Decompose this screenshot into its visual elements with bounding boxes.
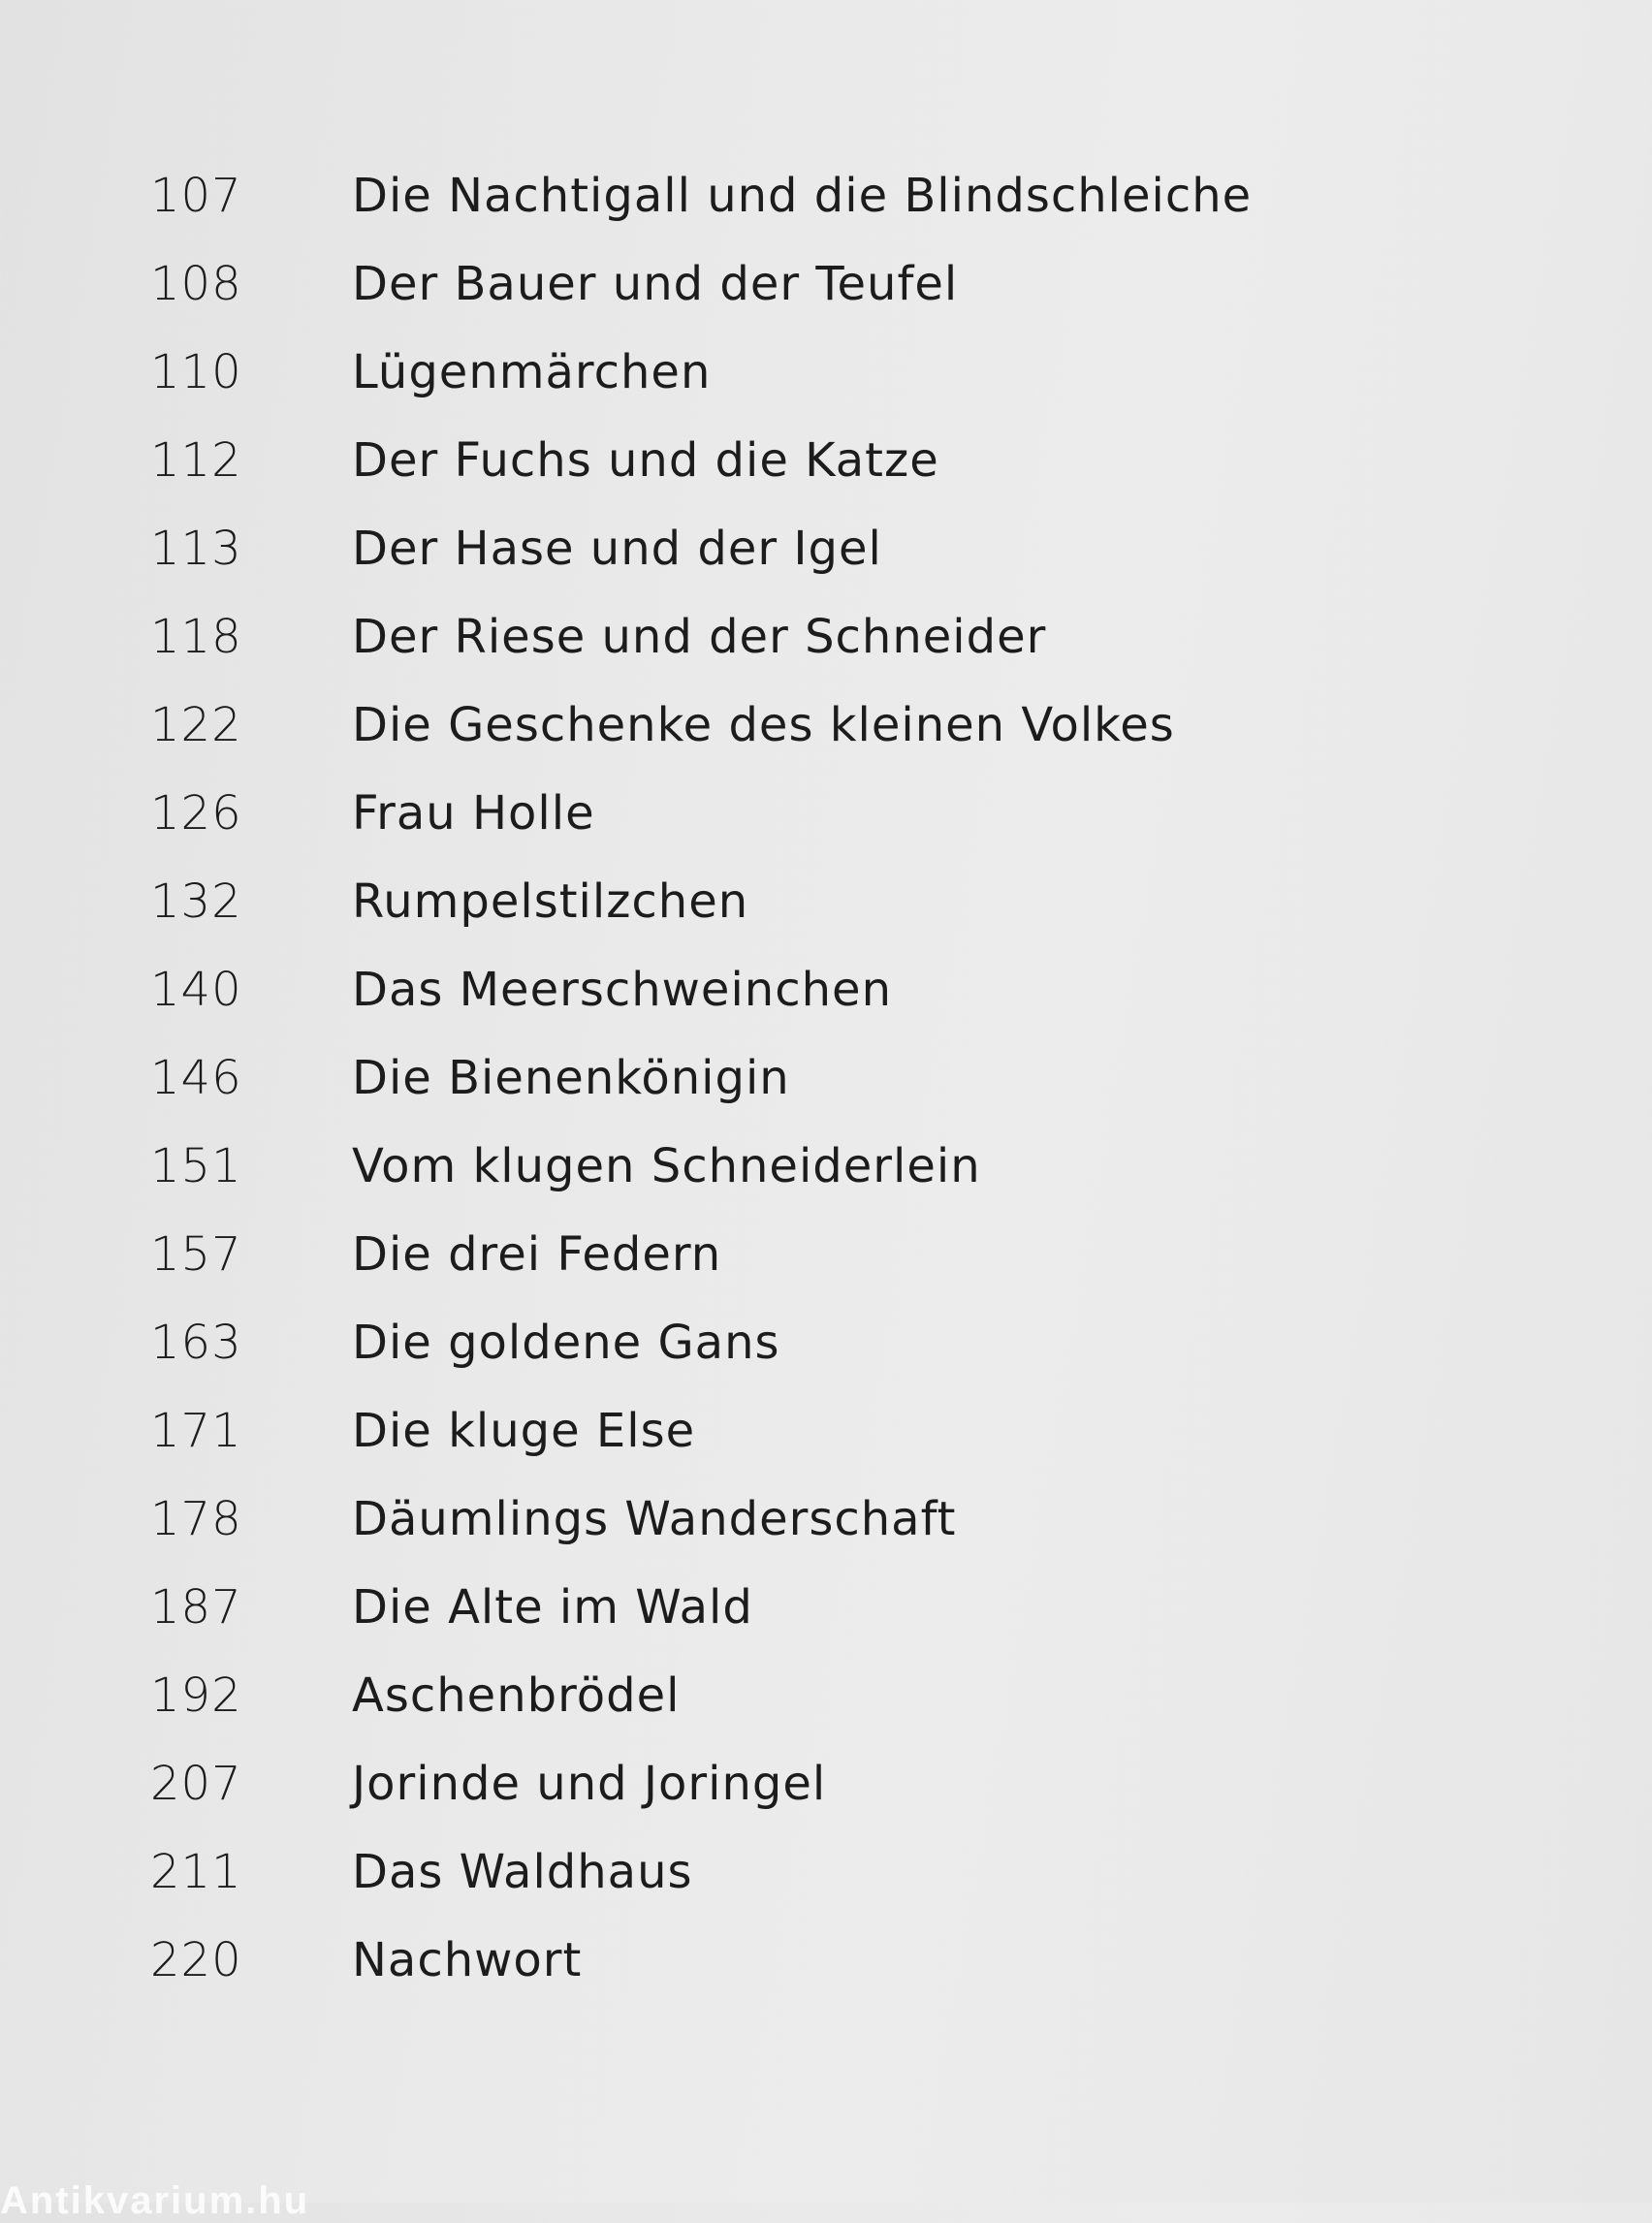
- toc-entry-title: Der Bauer und der Teufel: [352, 257, 959, 311]
- toc-page-number: 126: [150, 786, 242, 841]
- toc-entry-title: Lügenmärchen: [352, 345, 712, 399]
- toc-entry: [0, 858, 1652, 946]
- toc-entry-title: Die Geschenke des kleinen Volkes: [352, 698, 1175, 752]
- toc-entry-title: Der Riese und der Schneider: [352, 610, 1047, 664]
- toc-page-number: 140: [150, 963, 242, 1017]
- toc-page-number: 113: [150, 522, 242, 576]
- toc-page-number: 146: [150, 1051, 242, 1105]
- toc-page-number: 187: [150, 1580, 242, 1635]
- toc-page-number: 151: [150, 1139, 242, 1193]
- toc-entry: [0, 1211, 1652, 1299]
- toc-page-number: 112: [150, 433, 242, 488]
- toc-page-number: 118: [150, 610, 242, 664]
- toc-page-number: 108: [150, 257, 242, 311]
- toc-entry: [0, 240, 1652, 329]
- toc-entry-title: Die Nachtigall und die Blindschleiche: [352, 169, 1253, 223]
- toc-entry: [0, 1387, 1652, 1476]
- toc-entry-title: Die kluge Else: [352, 1404, 696, 1458]
- toc-entry: [0, 1299, 1652, 1387]
- toc-page-number: 110: [150, 345, 242, 399]
- toc-entry-title: Jorinde und Joringel: [352, 1757, 827, 1811]
- toc-page-number: 132: [150, 874, 242, 929]
- toc-entry-title: Der Fuchs und die Katze: [352, 433, 939, 488]
- toc-entry-title: Rumpelstilzchen: [352, 874, 749, 929]
- toc-page-number: 178: [150, 1492, 242, 1546]
- toc-page-number: 211: [150, 1845, 242, 1899]
- toc-entry: [0, 152, 1652, 240]
- toc-entry: [0, 1034, 1652, 1123]
- toc-entry: [0, 1476, 1652, 1564]
- toc-entry: [0, 1564, 1652, 1652]
- watermark: Antikvarium.hu: [0, 2179, 310, 2222]
- toc-entry: [0, 417, 1652, 505]
- toc-entry: [0, 505, 1652, 593]
- toc-page-number: 192: [150, 1668, 242, 1723]
- toc-entry-title: Nachwort: [352, 1933, 583, 1987]
- toc-entry: [0, 682, 1652, 770]
- toc-page-number: 171: [150, 1404, 242, 1458]
- toc-entry-title: Däumlings Wanderschaft: [352, 1492, 957, 1546]
- toc-page-number: 122: [150, 698, 242, 752]
- toc-page-number: 163: [150, 1316, 242, 1370]
- toc-entry-title: Das Waldhaus: [352, 1845, 693, 1899]
- toc-entry-title: Das Meerschweinchen: [352, 963, 892, 1017]
- toc-entry: [0, 1917, 1652, 2005]
- toc-entry: [0, 1740, 1652, 1828]
- toc-page-number: 157: [150, 1227, 242, 1282]
- toc-page-number: 107: [150, 169, 242, 223]
- toc-entry-title: Die drei Federn: [352, 1227, 722, 1282]
- toc-entry: [0, 946, 1652, 1034]
- toc-entry: [0, 1828, 1652, 1917]
- toc-entry: [0, 1123, 1652, 1211]
- toc-page-number: 207: [150, 1757, 242, 1811]
- toc-entry-title: Die goldene Gans: [352, 1316, 780, 1370]
- toc-entry-title: Vom klugen Schneiderlein: [352, 1139, 981, 1193]
- toc-entry-title: Aschenbrödel: [352, 1668, 681, 1723]
- toc-entry-title: Die Alte im Wald: [352, 1580, 753, 1635]
- toc-page-number: 220: [150, 1933, 242, 1987]
- toc-entry-title: Frau Holle: [352, 786, 595, 841]
- toc-entry-title: Der Hase und der Igel: [352, 522, 882, 576]
- toc-entry: [0, 1652, 1652, 1740]
- toc-entry: [0, 593, 1652, 682]
- toc-entry: [0, 329, 1652, 417]
- toc-entry-title: Die Bienenkönigin: [352, 1051, 790, 1105]
- toc-entry: [0, 770, 1652, 858]
